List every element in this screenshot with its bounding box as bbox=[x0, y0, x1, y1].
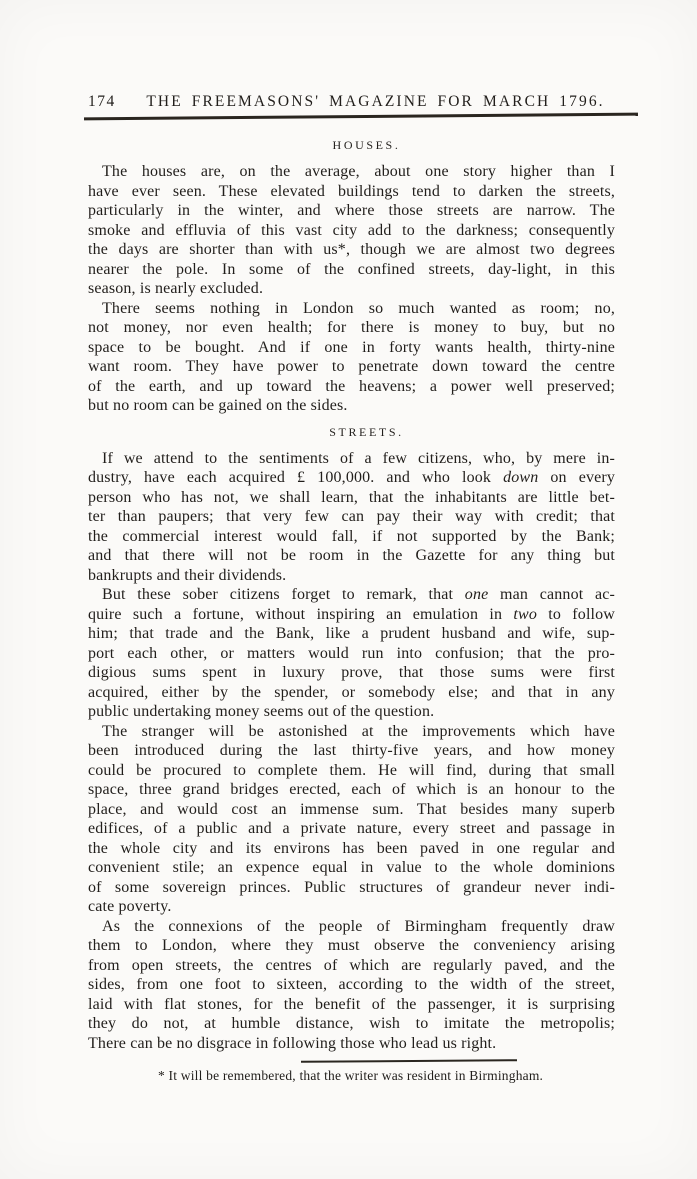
text-line: space, three grand bridges erected, each of which is an honour to the bbox=[88, 781, 615, 798]
paragraph bbox=[88, 162, 615, 299]
text-line: digious sums spent in luxury prove, that those sums were first bbox=[88, 664, 615, 681]
text-line: they do not, at humble distance, wish to imitate the metropolis; bbox=[88, 1015, 615, 1032]
text-line: person who has not, we shall learn, that the inhabitants are little bet- bbox=[88, 488, 615, 506]
paragraph bbox=[88, 917, 615, 1054]
text-line: edifices, of a public and a private nature, every street and passage in bbox=[88, 820, 615, 837]
page-content bbox=[88, 92, 615, 1085]
section-heading: STREETS. bbox=[329, 424, 404, 439]
footnote-rule bbox=[301, 1059, 517, 1063]
paragraph bbox=[88, 722, 615, 917]
text-line: not money, nor even health; for there is money to buy, but no bbox=[88, 319, 615, 336]
text-line: of some sovereign princes. Public structures of grandeur never indi- bbox=[88, 878, 615, 896]
text-line: acquired, either by the spender, or somebody else; and that in any bbox=[88, 683, 615, 701]
text-line: The houses are, on the average, about one story higher than I bbox=[102, 163, 615, 180]
text-line: the whole city and its environs has been paved in one regular and bbox=[88, 839, 615, 857]
text-line: the commercial interest would fall, if not supported by the Bank; bbox=[88, 527, 615, 545]
text-line: If we attend to the sentiments of a few citizens, who, by mere in- bbox=[102, 449, 615, 467]
text-line: particularly in the winter, and where those streets are narrow. The bbox=[88, 202, 615, 219]
text-line: them to London, where they must observe the conveniency arising bbox=[88, 937, 615, 954]
text-line: dustry, have each acquired £ 100,000. and who look down on every bbox=[88, 469, 615, 486]
footnote bbox=[88, 1067, 615, 1085]
text-line: season, is nearly excluded. bbox=[88, 280, 264, 297]
italic-text: two bbox=[513, 605, 537, 623]
text-line: of the earth, and up toward the heavens; a power well preserved; bbox=[88, 377, 615, 395]
section-heading: HOUSES. bbox=[332, 138, 401, 152]
page-header bbox=[88, 92, 615, 112]
text-line: and that there will not be room in the Gazette for any thing but bbox=[88, 547, 615, 564]
running-title: THE FREEMASONS' MAGAZINE FOR MARCH 1796. bbox=[146, 93, 605, 110]
text-line: smoke and effluvia of this vast city add to the darkness; consequently bbox=[88, 221, 615, 239]
text-line: convenient stile; an expence equal in value to the whole dominions bbox=[88, 859, 615, 876]
text-line: have ever seen. These elevated buildings tend to darken the streets, bbox=[88, 182, 615, 200]
text-line: nearer the pole. In some of the confined streets, day-light, in this bbox=[88, 260, 615, 278]
text-line: place, and would cost an immense sum. That besides many superb bbox=[88, 800, 615, 818]
paragraph bbox=[88, 299, 615, 416]
text-line: There can be no disgrace in following those who lead us right. bbox=[88, 1034, 497, 1052]
text-line: quire such a fortune, without inspiring an emulation in two to follow bbox=[88, 605, 615, 623]
paragraph bbox=[88, 585, 615, 722]
header-rule bbox=[84, 113, 638, 120]
article-body bbox=[88, 138, 615, 1053]
text-line: but no room can be gained on the sides. bbox=[88, 397, 348, 414]
text-line: sides, from one foot to sixteen, according to the width of the street, bbox=[88, 976, 615, 993]
text-line: could be procured to complete them. He will find, during that small bbox=[88, 761, 615, 779]
text-line: the days are shorter than with us*, though we are almost two degrees bbox=[88, 241, 615, 258]
text-line: The stranger will be astonished at the improvements which have bbox=[102, 722, 615, 740]
paragraph bbox=[88, 449, 615, 586]
text-line: As the connexions of the people of Birmingham frequently draw bbox=[102, 917, 615, 935]
text-line: from open streets, the centres of which are regularly paved, and the bbox=[88, 956, 615, 974]
text-line: There seems nothing in London so much wanted as room; no, bbox=[102, 299, 615, 317]
page-number: 174 bbox=[88, 93, 116, 110]
text-line: port each other, or matters would run into confusion; that the pro- bbox=[88, 644, 615, 662]
italic-text: one bbox=[464, 586, 489, 603]
text-line: want room. They have power to penetrate down toward the centre bbox=[88, 358, 615, 375]
footnote-text: * It will be remembered, that the writer was resident in Birmingham. bbox=[158, 1068, 544, 1083]
text-line: ter than paupers; that very few can pay their way with credit; that bbox=[88, 508, 615, 525]
text-line: been introduced during the last thirty-five years, and how money bbox=[88, 742, 615, 759]
text-line: public undertaking money seems out of the question. bbox=[88, 703, 435, 720]
text-line: him; that trade and the Bank, like a prudent husband and wife, sup- bbox=[88, 625, 615, 642]
text-line: bankrupts and their dividends. bbox=[88, 566, 287, 584]
text-line: laid with flat stones, for the benefit of the passenger, it is surprising bbox=[88, 995, 615, 1013]
text-line: But these sober citizens forget to remark, that one man cannot ac- bbox=[102, 586, 615, 603]
text-line: space to be bought. And if one in forty wants health, thirty-nine bbox=[88, 338, 615, 356]
italic-text: down bbox=[503, 469, 539, 486]
text-line: cate poverty. bbox=[88, 898, 172, 915]
